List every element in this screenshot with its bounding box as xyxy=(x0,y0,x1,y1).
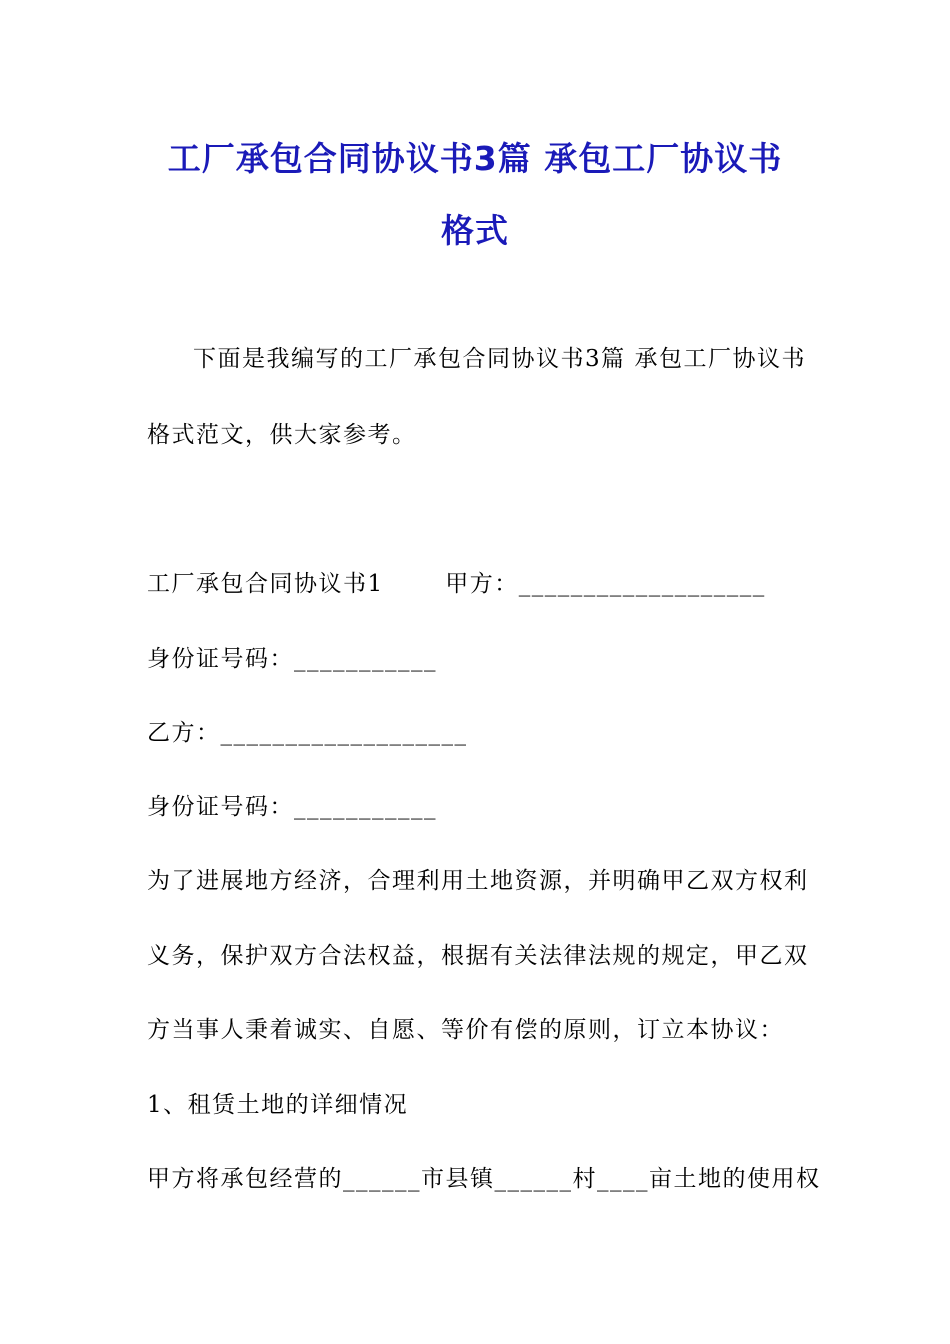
intro-paragraph-line-1: 下面是我编写的工厂承包合同协议书3篇 承包工厂协议书 xyxy=(193,346,806,372)
document-title-line-2: 格式 xyxy=(441,211,509,250)
intro-paragraph-line-2: 格式范文，供大家参考。 xyxy=(147,422,417,448)
contract-heading-party-a: 工厂承包合同协议书1 甲方：___________________ xyxy=(147,571,766,597)
preamble-line-2: 义务，保护双方合法权益，根据有关法律法规的规定，甲乙双 xyxy=(147,943,809,969)
party-b-id-number: 身份证号码：___________ xyxy=(147,794,437,820)
party-b-line: 乙方：___________________ xyxy=(147,720,468,746)
document-title-line-1: 工厂承包合同协议书3篇 承包工厂协议书 xyxy=(167,139,783,178)
preamble-line-1: 为了进展地方经济，合理利用土地资源，并明确甲乙双方权利 xyxy=(147,868,809,894)
section-1-text-line-1: 甲方将承包经营的______市县镇______村____亩土地的使用权 xyxy=(147,1166,821,1192)
preamble-line-3: 方当事人秉着诚实、自愿、等价有偿的原则，订立本协议： xyxy=(147,1017,784,1043)
section-1-heading: 1、租赁土地的详细情况 xyxy=(147,1092,409,1118)
party-a-id-number: 身份证号码：___________ xyxy=(147,646,437,672)
